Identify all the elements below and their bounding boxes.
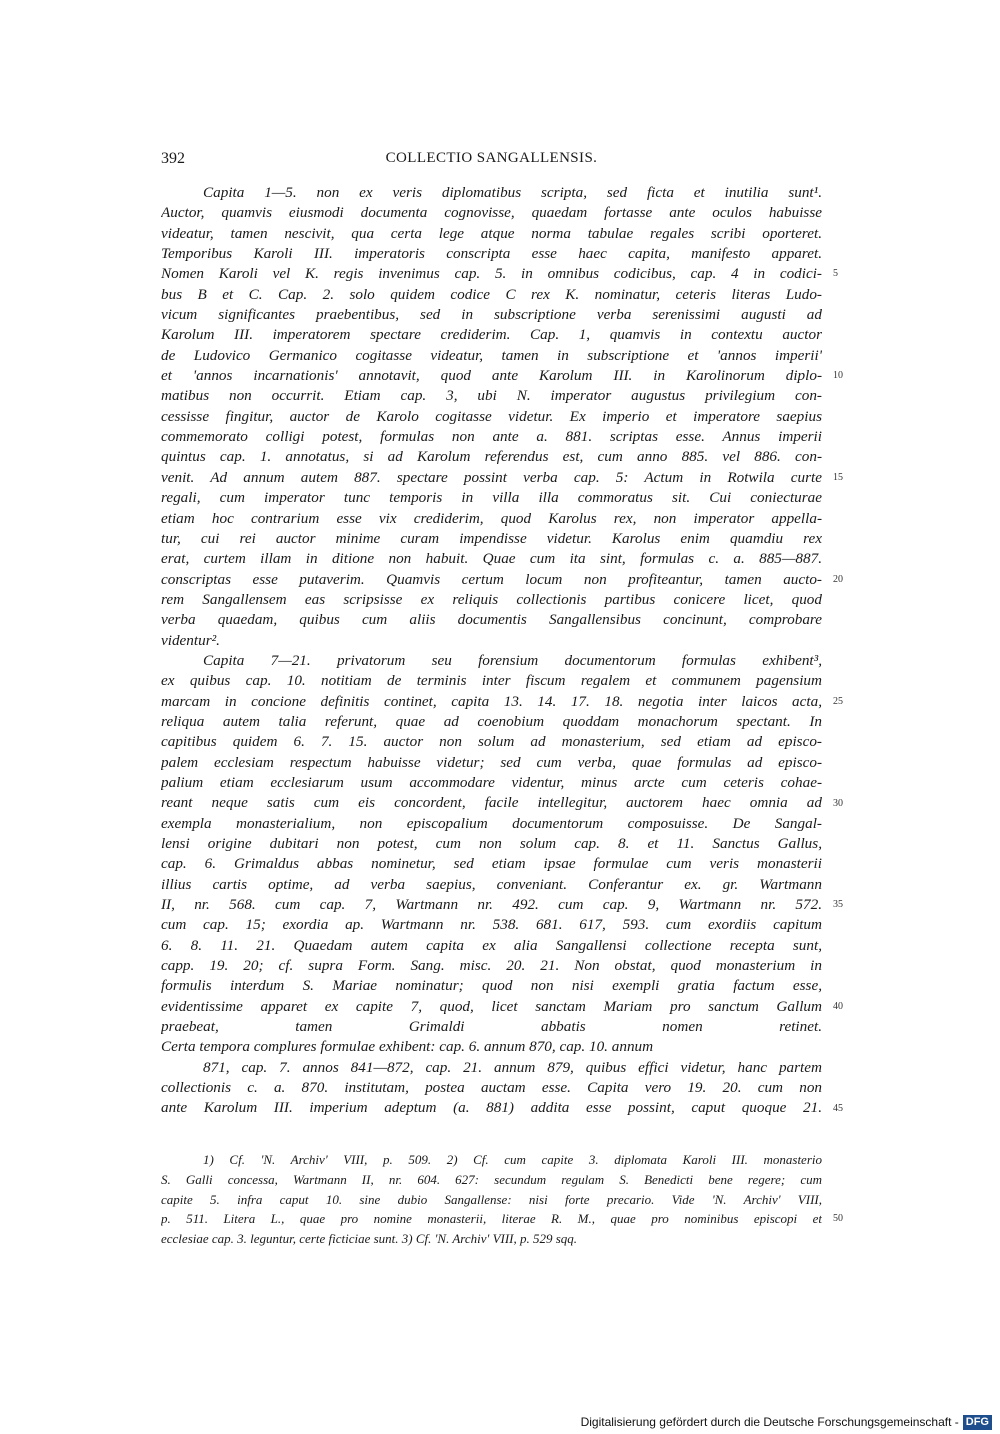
- text-line: vicum significantes praebentibus, sed in subscriptione verba serenissimi augusti ad: [161, 306, 822, 324]
- text-line: conscriptas esse putaverim. Quamvis certum locum non profiteantur, tamen aucto-: [161, 570, 822, 588]
- text-line: 871, cap. 7. annos 841—872, cap. 21. annum 879, quibus effici videtur, hanc partem: [203, 1058, 822, 1076]
- text-line: Temporibus Karoli III. imperatoris conscripta esse haec capita, manifesto apparet.: [161, 245, 822, 263]
- line-number-marker: 30: [833, 797, 843, 809]
- text-line: videntur².: [161, 631, 220, 649]
- text-line: evidentissime apparet ex capite 7, quod, licet sanctam Mariam pro sanctum Gallum: [161, 997, 822, 1015]
- page-header: [161, 150, 822, 174]
- main-text: [161, 183, 843, 1139]
- footnotes: [161, 1150, 843, 1249]
- text-line: palium etiam ecclesiarum usum accommodare videntur, minus arcte cum ceteris cohae-: [161, 773, 822, 791]
- text-line: collectionis c. a. 870. institutam, postea auctam esse. Capita vero 19. 20. cum non: [161, 1079, 822, 1097]
- text-line: cap. 6. Grimaldus abbas nominetur, sed etiam ipsae formulae cum veris monasterii: [161, 855, 822, 873]
- footnote-line: S. Galli concessa, Wartmann II, nr. 604. 627: secundum regulam S. Benedicti bene regere; cum: [161, 1171, 822, 1187]
- text-line: et 'annos incarnationis' annotavit, quod ante Karolum III. in Karolinorum diplo-: [161, 367, 822, 385]
- credit-text: Digitalisierung gefördert durch die Deutsche Forschungsgemeinschaft -: [580, 1415, 959, 1429]
- text-line: reant neque satis cum eis concordent, facile intellegitur, auctorem haec omnia ad: [161, 794, 822, 812]
- line-number-marker: 50: [833, 1213, 843, 1225]
- text-line: cessisse fingitur, auctor de Karolo cogitasse videtur. Ex imperio et imperatore saepius: [161, 407, 822, 425]
- page-number: 392: [161, 150, 185, 167]
- text-line: commemorato colligi potest, formulas non ante a. 881. scriptas esse. Annus imperii: [161, 428, 822, 446]
- line-number-marker: 40: [833, 1001, 843, 1012]
- footnote-line: p. 511. Litera L., quae pro nomine monasterii, literae R. M., quae pro nominibus episcopi et: [161, 1211, 822, 1227]
- text-line: palem ecclesiam respectum habuisse videtur; sed cum verba, quae formulas ad episco-: [161, 753, 822, 771]
- text-line: marcam in concione definitis continet, capita 13. 14. 17. 18. negotia inter laicos acta,: [161, 692, 822, 710]
- text-line: exempla monasterialium, non episcopalium documentorum composuisse. De Sangal-: [161, 814, 822, 832]
- text-line: quintus cap. 1. annotatus, si ad Karolum referendus est, cum anno 885. vel 886. con-: [161, 448, 822, 466]
- footnote-line: capite 5. infra caput 10. sine dubio Sangallense: nisi forte precario. Vide 'N. Archiv' VIII,: [161, 1191, 822, 1207]
- line-number-marker: 45: [833, 1102, 843, 1114]
- text-line: de Ludovico Germanico cogitasse videatur, tamen in subscriptione et 'annos imperii': [161, 346, 822, 364]
- dfg-logo-icon: DFG: [963, 1415, 992, 1430]
- text-line: videatur, tamen nescivit, qua certa lege atque norma tabulae regales scribi oporteret.: [161, 224, 822, 242]
- footnote-line: ecclesiae cap. 3. leguntur, certe ficticiae sunt. 3) Cf. 'N. Archiv' VIII, p. 529 sqq.: [161, 1231, 578, 1247]
- line-number-marker: 25: [833, 695, 843, 707]
- text-line: praebeat, tamen Grimaldi abbatis nomen retinet.: [161, 1018, 822, 1036]
- line-number-marker: 15: [833, 471, 843, 483]
- text-line: tur, cui rei auctor minime curam impendisse videtur. Karolus enim quamdiu rex: [161, 529, 822, 547]
- line-number-marker: 35: [833, 899, 843, 911]
- text-line: capp. 19. 20; cf. supra Form. Sang. misc. 20. 21. Non obstat, quod monasterium in: [161, 957, 822, 975]
- line-number-marker: 5: [833, 268, 838, 280]
- text-line: capitibus quidem 6. 7. 15. auctor non solum ad monasterium, sed etiam ad episco-: [161, 733, 822, 751]
- text-line: Auctor, quamvis eiusmodi documenta cognovisse, quaedam fortasse ante oculos habuisse: [161, 204, 822, 222]
- text-line: 6. 8. 11. 21. Quaedam autem capita ex alia Sangallensi collectione recepta sunt,: [161, 936, 822, 954]
- text-line: lensi origine dubitari non potest, cum non solum cap. 8. et 11. Sanctus Gallus,: [161, 835, 822, 852]
- footnote-line: 1) Cf. 'N. Archiv' VIII, p. 509. 2) Cf. cum capite 3. diplomata Karoli III. monasterio: [203, 1152, 822, 1167]
- text-line: II, nr. 568. cum cap. 7, Wartmann nr. 492. cum cap. 9, Wartmann nr. 572.: [161, 896, 822, 914]
- text-line: etiam hoc contrarium esse vix crediderim, quod Karolus rex, non imperator appella-: [161, 509, 822, 527]
- line-number-marker: 20: [833, 573, 843, 585]
- text-line: Capita 1—5. non ex veris diplomatibus scripta, sed ficta et inutilia sunt¹.: [203, 184, 822, 201]
- text-line: Karolum III. imperatorem spectare crediderim. Cap. 1, quamvis in contextu auctor: [161, 326, 822, 344]
- running-title: COLLECTIO SANGALLENSIS.: [385, 150, 598, 166]
- text-line: venit. Ad annum autem 887. spectare possint verba cap. 5: Actum in Rotwila curte: [161, 468, 822, 486]
- text-line: Capita 7—21. privatorum seu forensium documentorum formulas exhibent³,: [203, 651, 822, 669]
- text-line: regali, cum imperator tunc temporis in villa illa commoratus sit. Cui coniecturae: [161, 489, 822, 507]
- text-line: Certa tempora complures formulae exhibent: cap. 6. annum 870, cap. 10. annum: [161, 1038, 654, 1056]
- text-line: rem Sangallensem eas scripsisse ex reliquis collectionis partibus conicere licet, quod: [161, 590, 822, 608]
- text-line: erat, curtem illam in ditione non habuit. Quae cum ita sint, formulas c. a. 885—887.: [161, 550, 822, 568]
- text-line: cum cap. 15; exordia ap. Wartmann nr. 538. 681. 617, 593. cum exordiis capitum: [161, 916, 822, 934]
- text-line: ante Karolum III. imperium adeptum (a. 881) addita esse possint, caput quoque 21.: [161, 1099, 822, 1117]
- text-line: [161, 1119, 822, 1139]
- text-line: matibus non occurrit. Etiam cap. 3, ubi N. imperator augustus privilegium con-: [161, 387, 822, 405]
- text-line: bus B et C. Cap. 2. solo quidem codice C rex K. nominatur, ceteris literas Ludo-: [161, 285, 822, 303]
- text-line: formulis interdum S. Mariae nominatur; quod non nisi exempli gratia factum esse,: [161, 977, 822, 995]
- text-line: Nomen Karoli vel K. regis invenimus cap. 5. in omnibus codicibus, cap. 4 in codici-: [161, 265, 822, 283]
- digitization-credit: [581, 1412, 992, 1432]
- text-line: verba quaedam, quibus cum aliis documentis Sangallensibus concinunt, comprobare: [161, 611, 822, 629]
- line-number-marker: 10: [833, 370, 843, 382]
- text-line: reliqua autem talia referunt, quae ad coenobium quoddam monachorum spectant. In: [161, 712, 822, 730]
- text-line: ex quibus cap. 10. notitiam de terminis inter fiscum regalem et communem pagensium: [161, 672, 822, 690]
- text-line: illius cartis optime, ad verba saepius, conveniant. Conferantur ex. gr. Wartmann: [161, 875, 822, 893]
